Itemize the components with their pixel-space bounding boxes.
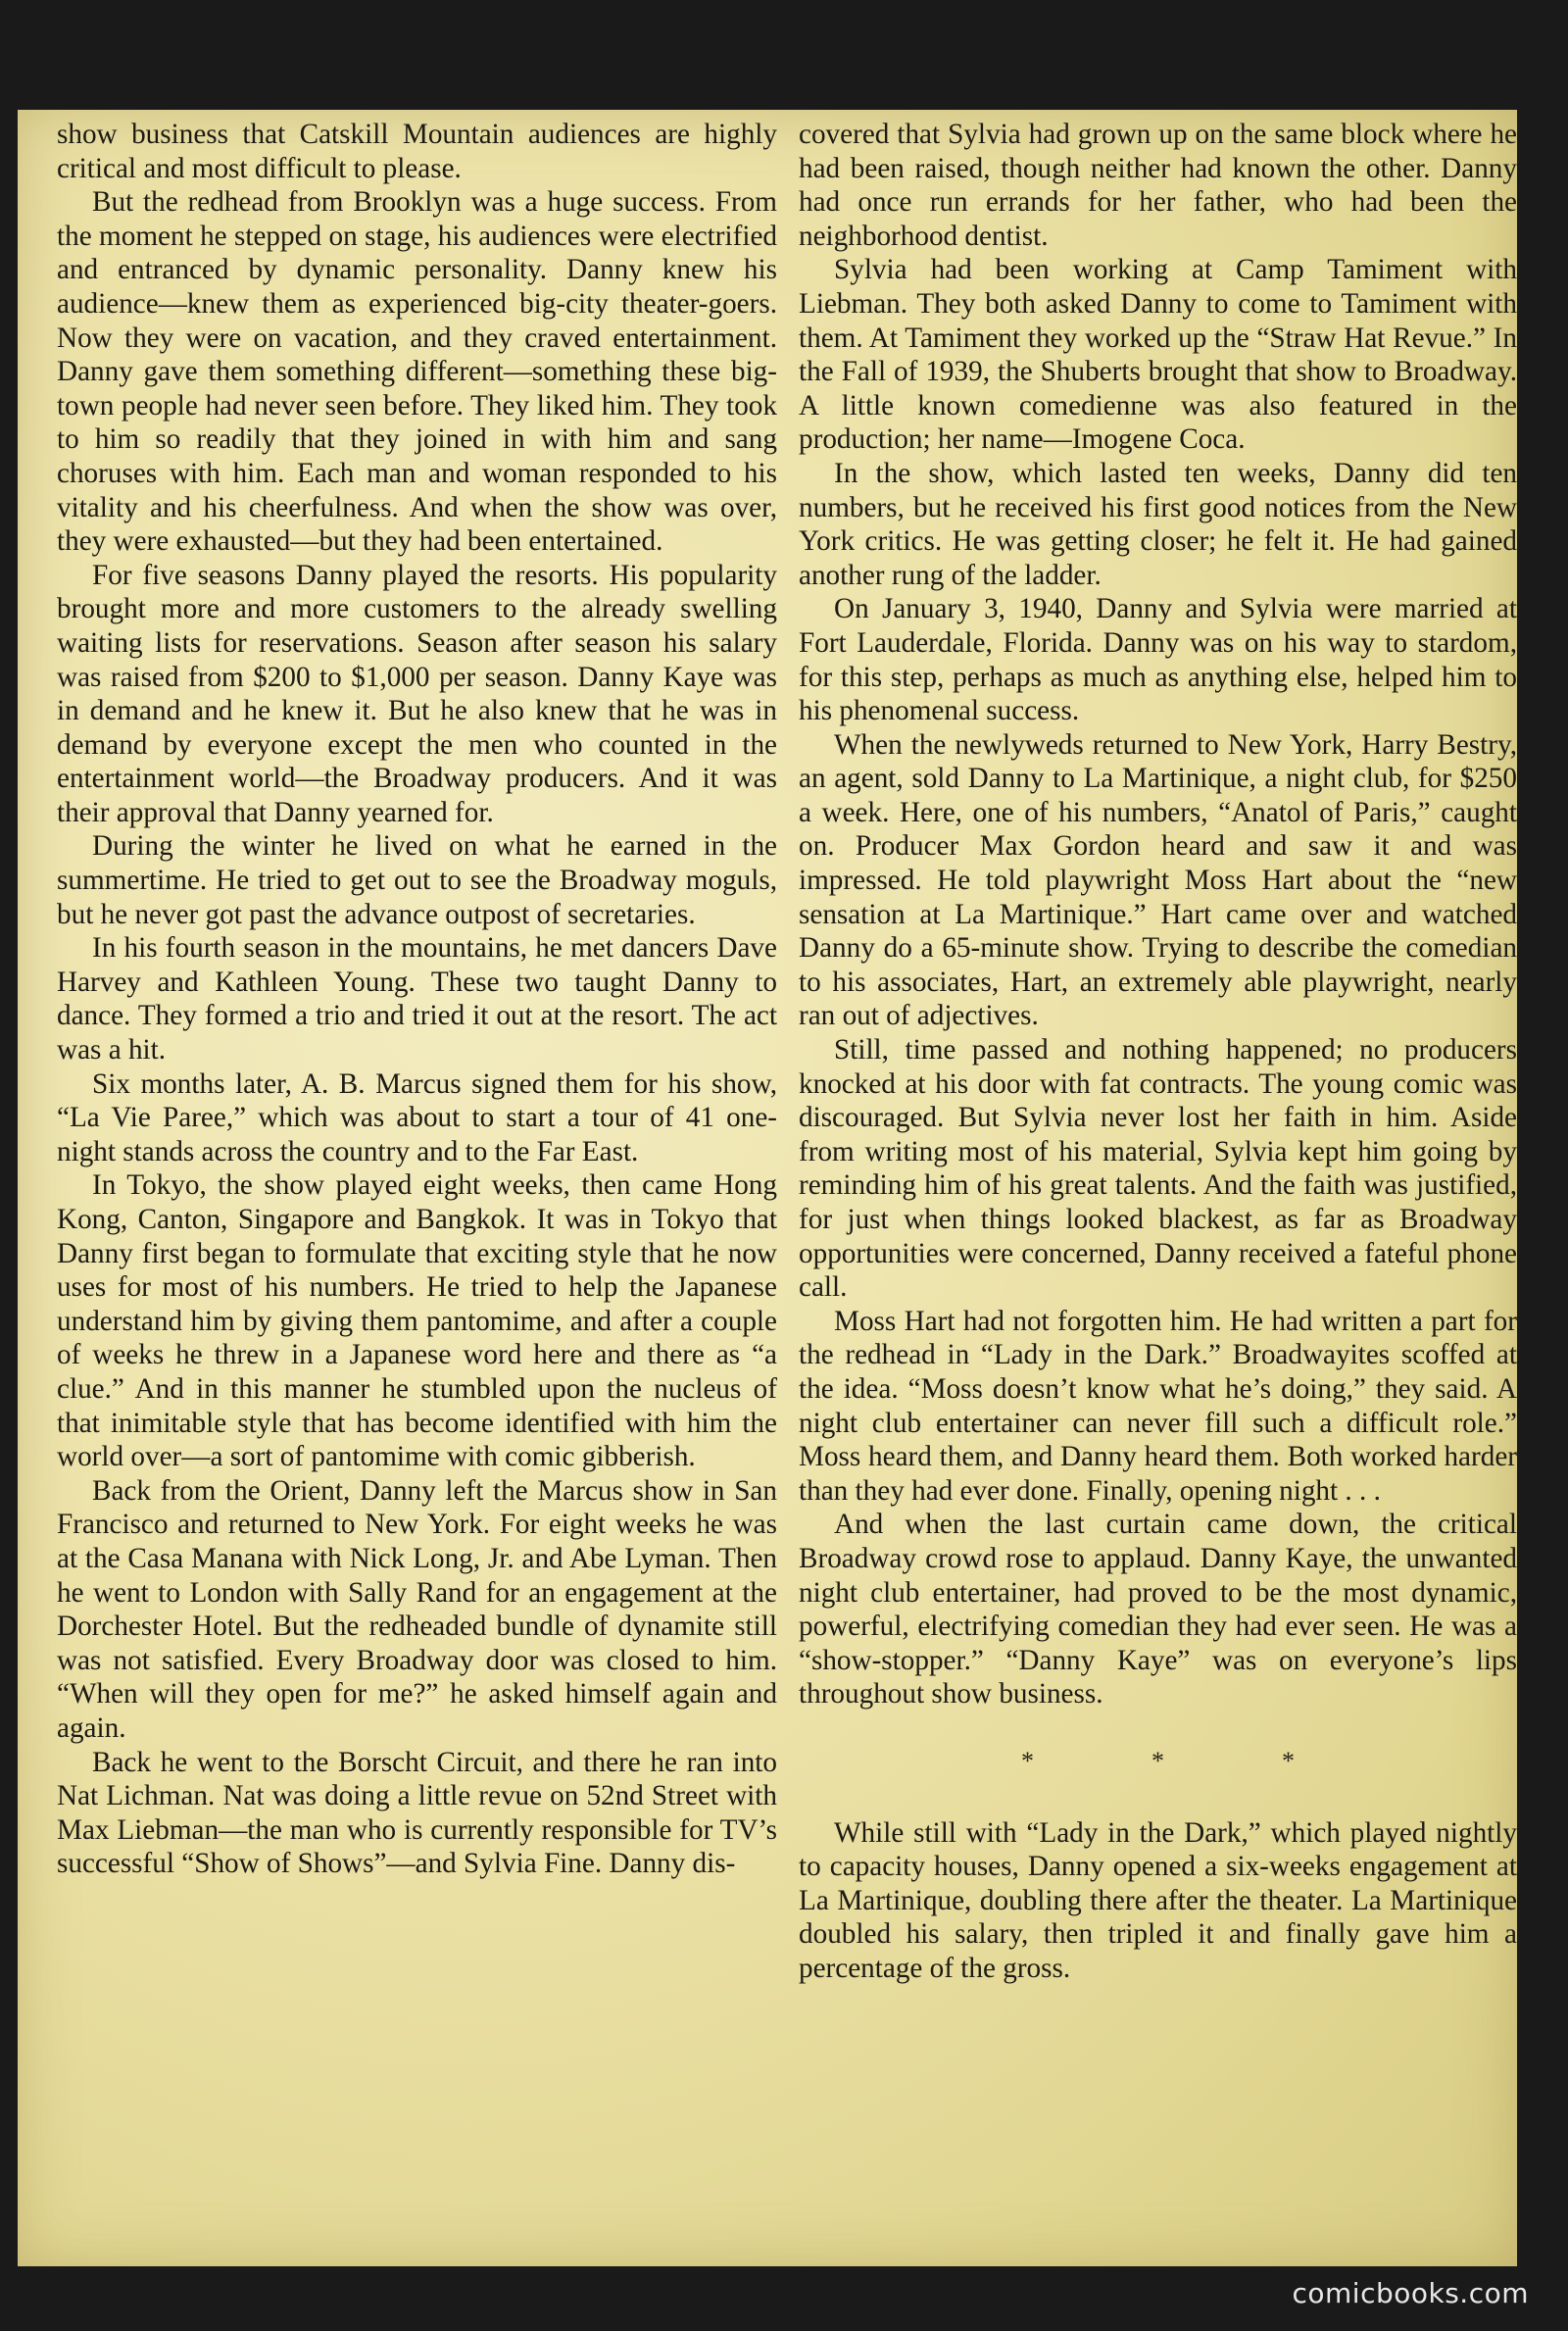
separator-star: *	[1282, 1746, 1295, 1775]
paragraph: But the redhead from Brooklyn was a huge success. From the moment he stepped on stage, his audiences were electrified and entranced by dynamic personality. Danny knew his audience—knew them as experienced big-city theater-goers. Now they were on vacation, and they craved entertainment. Danny gave them something different—something these big-town people had never seen before. They liked him. They took to him so readily that they joined in with him and sang choruses with him. Each man and woman responded to his vitality and his cheerfulness. And when the show was over, they were exhausted—but they had been entertained.	[57, 186, 777, 558]
paragraph: And when the last curtain came down, the critical Broadway crowd rose to applaud. Danny Kaye, the unwanted night club entertainer, had proved to be the most dynamic, powerful, electrifying comedian they had ever seen. He was a “show-stopper.” “Danny Kaye” was on everyone’s lips throughout show business.	[799, 1509, 1517, 1711]
paragraph: Six months later, A. B. Marcus signed them for his show, “La Vie Paree,” which was about to start a tour of 41 one-night stands across the country and to the Far East.	[57, 1067, 777, 1167]
paragraph: In Tokyo, the show played eight weeks, then came Hong Kong, Canton, Singapore and Bangkok. It was in Tokyo that Danny first began to formulate that exciting style that he now uses for most of his numbers. He tried to help the Japanese understand him by giving them pantomime, and after a couple of weeks he threw in a Japanese word here and there as “a clue.” And in this manner he stumbled upon the nucleus of that inimitable style that has become identified with him the world over—a sort of pantomime with comic gibberish.	[57, 1169, 777, 1473]
paragraph: Sylvia had been working at Camp Tamiment with Liebman. They both asked Danny to come to Tamiment with them. At Tamiment they worked up the “Straw Hat Revue.” In the Fall of 1939, the Shuberts brought that show to Broadway. A little known comedienne was also featured in the production; her name—Imogene Coca.	[799, 254, 1517, 456]
separator-star: *	[1021, 1746, 1034, 1775]
paragraph: For five seasons Danny played the resorts. His popularity brought more and more customers to the already swelling waiting lists for reservations. Season after season his salary was raised from $200 to $1,000 per season. Danny Kaye was in demand and he knew it. But he also knew that he was in demand by everyone except the men who counted in the entertainment world—the Broadway producers. And it was their approval that Danny yearned for.	[57, 559, 777, 828]
closing-paragraph: While still with “Lady in the Dark,” which played nightly to capacity houses, Danny opened a six-weeks engagement at La Martinique, doubling there after the theater. La Martinique doubled his salary, then tripled it and finally gave him a percentage of the gross.	[799, 1816, 1517, 1984]
paragraph: Moss Hart had not forgotten him. He had written a part for the redhead in “Lady in the Dark.” Broadwayites scoffed at the idea. “Moss doesn’t know what he’s doing,” they said. A night club entertainer can never fill such a difficult role.” Moss heard them, and Danny heard them. Both worked harder than they had ever done. Finally, opening night . . .	[799, 1305, 1517, 1507]
paragraph: Still, time passed and nothing happened; no producers knocked at his door with fat contracts. The young comic was discouraged. But Sylvia never lost her faith in him. Aside from writing most of his material, Sylvia kept him going by reminding him of his great talents. And the faith was justified, for just when things looked blackest, as far as Broadway opportunities were concerned, Danny received a fateful phone call.	[799, 1034, 1517, 1304]
paragraph: show business that Catskill Mountain audiences are highly critical and most difficult to please.	[57, 119, 777, 184]
magazine-page	[18, 110, 1517, 2266]
paragraph: On January 3, 1940, Danny and Sylvia were married at Fort Lauderdale, Florida. Danny was on his way to stardom, for this step, perhaps as much as anything else, helped him to his phenomenal success.	[799, 593, 1517, 727]
paragraph: When the newlyweds returned to New York, Harry Bestry, an agent, sold Danny to La Martinique, a night club, for $250 a week. Here, one of his numbers, “Anatol of Paris,” caught on. Producer Max Gordon heard and saw it and was impressed. He told playwright Moss Hart about the “new sensation at La Martinique.” Hart came over and watched Danny do a 65-minute show. Trying to describe the comedian to his associates, Hart, an extremely able playwright, nearly ran out of adjectives.	[799, 728, 1517, 1032]
separator-star: *	[1152, 1746, 1164, 1775]
paragraph: covered that Sylvia had grown up on the same block where he had been raised, though neither had known the other. Danny had once run errands for her father, who had been the neighborhood dentist.	[799, 119, 1517, 252]
section-separator	[799, 1745, 1517, 1779]
paragraph: In the show, which lasted ten weeks, Danny did ten numbers, but he received his first good notices from the New York critics. He was getting closer; he felt it. He had gained another rung of the ladder.	[799, 457, 1517, 591]
paragraph: In his fourth season in the mountains, he met dancers Dave Harvey and Kathleen Young. These two taught Danny to dance. They formed a trio and tried it out at the resort. The act was a hit.	[57, 932, 777, 1066]
left-column	[57, 118, 777, 1881]
site-watermark: comicbooks.com	[1292, 2277, 1529, 2309]
paragraph: During the winter he lived on what he earned in the summertime. He tried to get out to see the Broadway moguls, but he never got past the advance outpost of secretaries.	[57, 830, 777, 930]
paragraph: Back from the Orient, Danny left the Marcus show in San Francisco and returned to New York. For eight weeks he was at the Casa Manana with Nick Long, Jr. and Abe Lyman. Then he went to London with Sally Rand for an engagement at the Dorchester Hotel. But the redheaded bundle of dynamite still was not satisfied. Every Broadway door was closed to him. “When will they open for me?” he asked himself again and again.	[57, 1474, 777, 1744]
paragraph: Back he went to the Borscht Circuit, and there he ran into Nat Lichman. Nat was doing a little revue on 52nd Street with Max Liebman—the man who is currently responsible for TV’s successful “Show of Shows”—and Sylvia Fine. Danny dis-	[57, 1746, 777, 1880]
right-column	[799, 118, 1517, 1985]
